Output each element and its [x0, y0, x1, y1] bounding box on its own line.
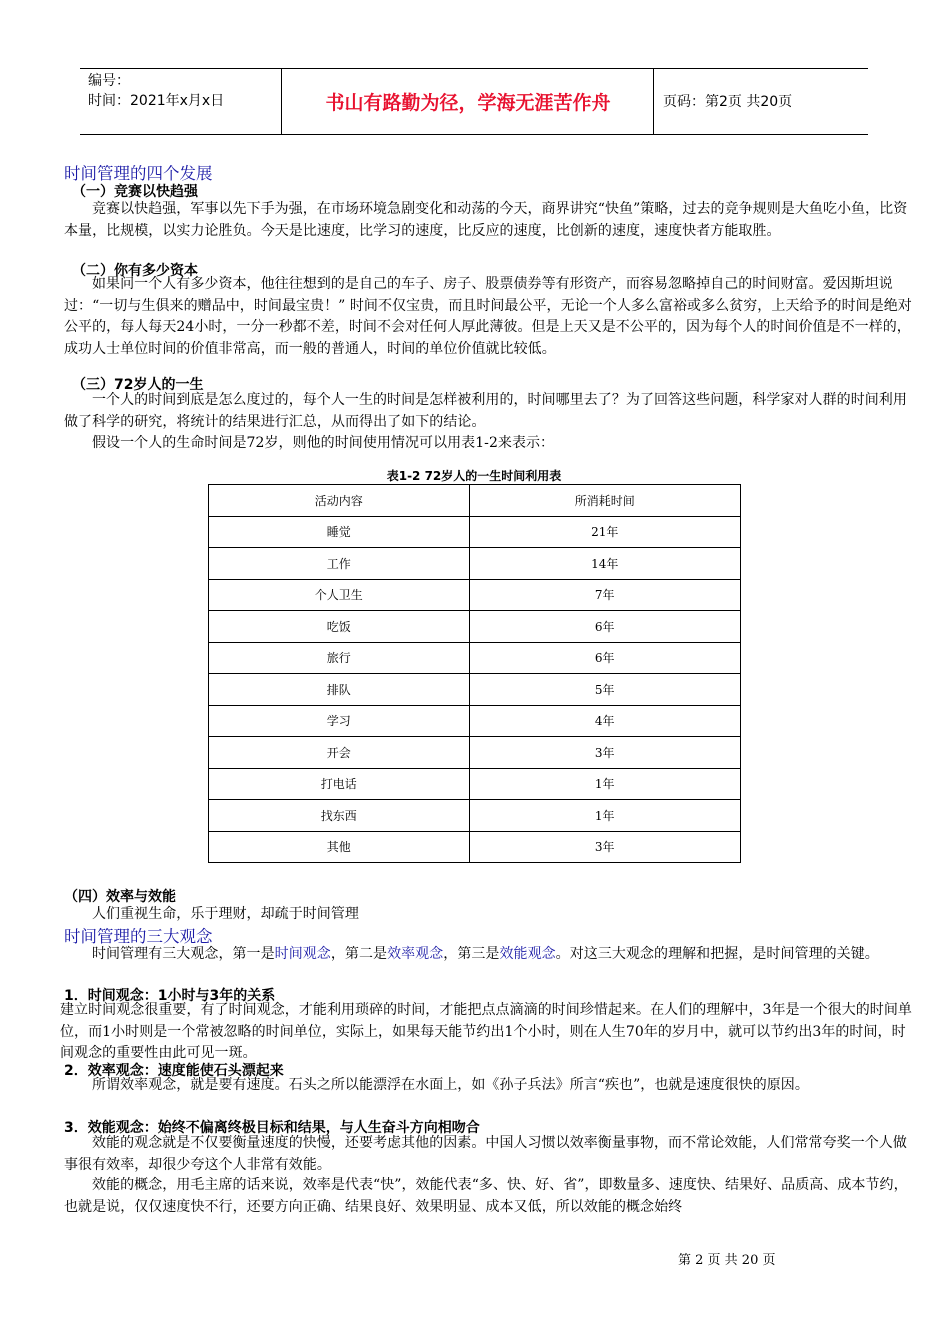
table-cell: 开会	[209, 737, 470, 769]
table-cell: 排队	[209, 674, 470, 706]
time-usage-table	[208, 484, 741, 863]
table-row	[209, 579, 741, 611]
subsection-title: （一）竞赛以快趋强	[72, 184, 198, 200]
table-cell: 4年	[469, 705, 741, 737]
subsection-title: 1．时间观念：1小时与3年的关系	[64, 988, 276, 1004]
text: 。对这三大观念的理解和把握，是时间管理的关键。	[555, 946, 879, 962]
table-cell: 打电话	[209, 768, 470, 800]
table-row	[209, 705, 741, 737]
table-row	[209, 831, 741, 863]
table-row	[209, 800, 741, 832]
table-row	[209, 768, 741, 800]
table-cell: 其他	[209, 831, 470, 863]
section-title-four-developments: 时间管理的四个发展	[64, 164, 213, 183]
table-row	[209, 611, 741, 643]
text: ，第二是	[330, 946, 388, 962]
subsection-title: （三）72岁人的一生	[72, 377, 204, 393]
paragraph: 人们重视生命，乐于理财，却疏于时间管理	[92, 906, 359, 922]
table-header-cell: 所消耗时间	[469, 485, 741, 517]
table-caption: 表1-2 72岁人的一生时间利用表	[386, 469, 562, 483]
paragraph: 建立时间观念很重要，有了时间观念，才能利用琐碎的时间，才能把点点滴滴的时间珍惜起来。在人们的理解中，3年是一个很大的时间单位，而1小时则是一个常被忽略的时间单位，实际上，如果每天能节约出1个小时，则在人生70年的岁月中，就可以节约出3年的时间，时间观念的重要性由此可见一斑。	[60, 1002, 912, 1061]
paragraph: 如果问一个人有多少资本，他往往想到的是自己的车子、房子、股票债券等有形资产，而容易忽略掉自己的时间财富。爱因斯坦说过：“一切与生俱来的赠品中，时间最宝贵！” 时间不仅宝贵，而且时间最公平，无论一个人多么富裕或多么贫穷，上天给予的时间是绝对公平的，每人每天24小时，一分一秒都不差，时间不会对任何人厚此薄彼。但是上天又是不公平的，因为每个人的时间价值是不一样的，成功人士单位时间的价值非常高，而一般的普通人，时间的单位价值就比较低。	[64, 276, 912, 357]
link-efficiency-concept[interactable]: 效率观念	[387, 946, 444, 962]
subsection-title: （四）效率与效能	[64, 889, 176, 905]
paragraph: 竞赛以快趋强，军事以先下手为强，在市场环境急剧变化和动荡的今天，商界讲究“快鱼”策略，过去的竞争规则是大鱼吃小鱼，比资本量，比规模，以实力论胜负。今天是比速度，比学习的速度，比反应的速度，比创新的速度，速度快者方能取胜。	[64, 201, 908, 239]
table-cell: 14年	[469, 548, 741, 580]
table-cell: 找东西	[209, 800, 470, 832]
paragraph: 假设一个人的生命时间是72岁，则他的时间使用情况可以用表1-2来表示：	[92, 435, 555, 451]
subsection-title: 3．效能观念：始终不偏离终极目标和结果，与人生奋斗方向相吻合	[64, 1120, 480, 1136]
table-row	[209, 737, 741, 769]
table-row	[209, 516, 741, 548]
table-cell: 6年	[469, 642, 741, 674]
table-cell: 7年	[469, 579, 741, 611]
paragraph: 一个人的时间到底是怎么度过的，每个人一生的时间是怎样被利用的，时间哪里去了？为了回答这些问题，科学家对人群的时间利用做了科学的研究，将统计的结果进行汇总，从而得出了如下的结论。	[64, 392, 907, 430]
section-title-three-concepts: 时间管理的三大观念	[64, 927, 213, 946]
text: 时间管理有三大观念，第一是	[92, 946, 275, 962]
table-cell: 1年	[469, 800, 741, 832]
subsection-title: 2．效率观念：速度能使石头漂起来	[64, 1063, 284, 1079]
header-motto: 书山有路勤为径，学海无涯苦作舟	[325, 91, 611, 114]
table-cell: 吃饭	[209, 611, 470, 643]
paragraph: 效能的概念，用毛主席的话来说，效率是代表“快”，效能代表“多、快、好、省”，即数量多、速度快、结果好、品质高、成本节约，也就是说，仅仅速度快不行，还要方向正确、结果良好、效果明显、成本又低，所以效能的概念始终	[64, 1177, 908, 1215]
subsection-title: （二）你有多少资本	[72, 263, 198, 279]
table-cell: 21年	[469, 516, 741, 548]
header-number: 编号：	[88, 73, 130, 89]
table-header-row	[209, 485, 741, 517]
table-cell: 旅行	[209, 642, 470, 674]
table-cell: 个人卫生	[209, 579, 470, 611]
table-cell: 工作	[209, 548, 470, 580]
table-row	[209, 548, 741, 580]
page-footer: 第 2 页 共 20 页	[678, 1253, 776, 1268]
table-cell: 6年	[469, 611, 741, 643]
paragraph-three-concepts-intro	[64, 944, 918, 966]
table-cell: 睡觉	[209, 516, 470, 548]
text: ，第三是	[443, 946, 500, 962]
header-info	[88, 71, 224, 111]
table-row	[209, 642, 741, 674]
table-row	[209, 674, 741, 706]
paragraph: 所谓效率观念，就是要有速度。石头之所以能漂浮在水面上，如《孙子兵法》所言“疾也”，也就是速度很快的原因。	[92, 1077, 809, 1093]
table-cell: 3年	[469, 737, 741, 769]
table-cell: 5年	[469, 674, 741, 706]
table-cell: 1年	[469, 768, 741, 800]
header-date: 时间：2021年x月x日	[88, 93, 225, 109]
table-cell: 学习	[209, 705, 470, 737]
link-time-concept[interactable]: 时间观念	[274, 946, 331, 962]
paragraph: 效能的观念就是不仅要衡量速度的快慢，还要考虑其他的因素。中国人习惯以效率衡量事物，而不常论效能，人们常常夸奖一个人做事很有效率，却很少夸这个人非常有效能。	[64, 1135, 907, 1173]
table-cell: 3年	[469, 831, 741, 863]
header-bottom-rule	[80, 134, 868, 135]
header-page-info: 页码：第2页 共20页	[663, 94, 793, 110]
table-header-cell: 活动内容	[209, 485, 470, 517]
link-effectiveness-concept[interactable]: 效能观念	[499, 946, 556, 962]
